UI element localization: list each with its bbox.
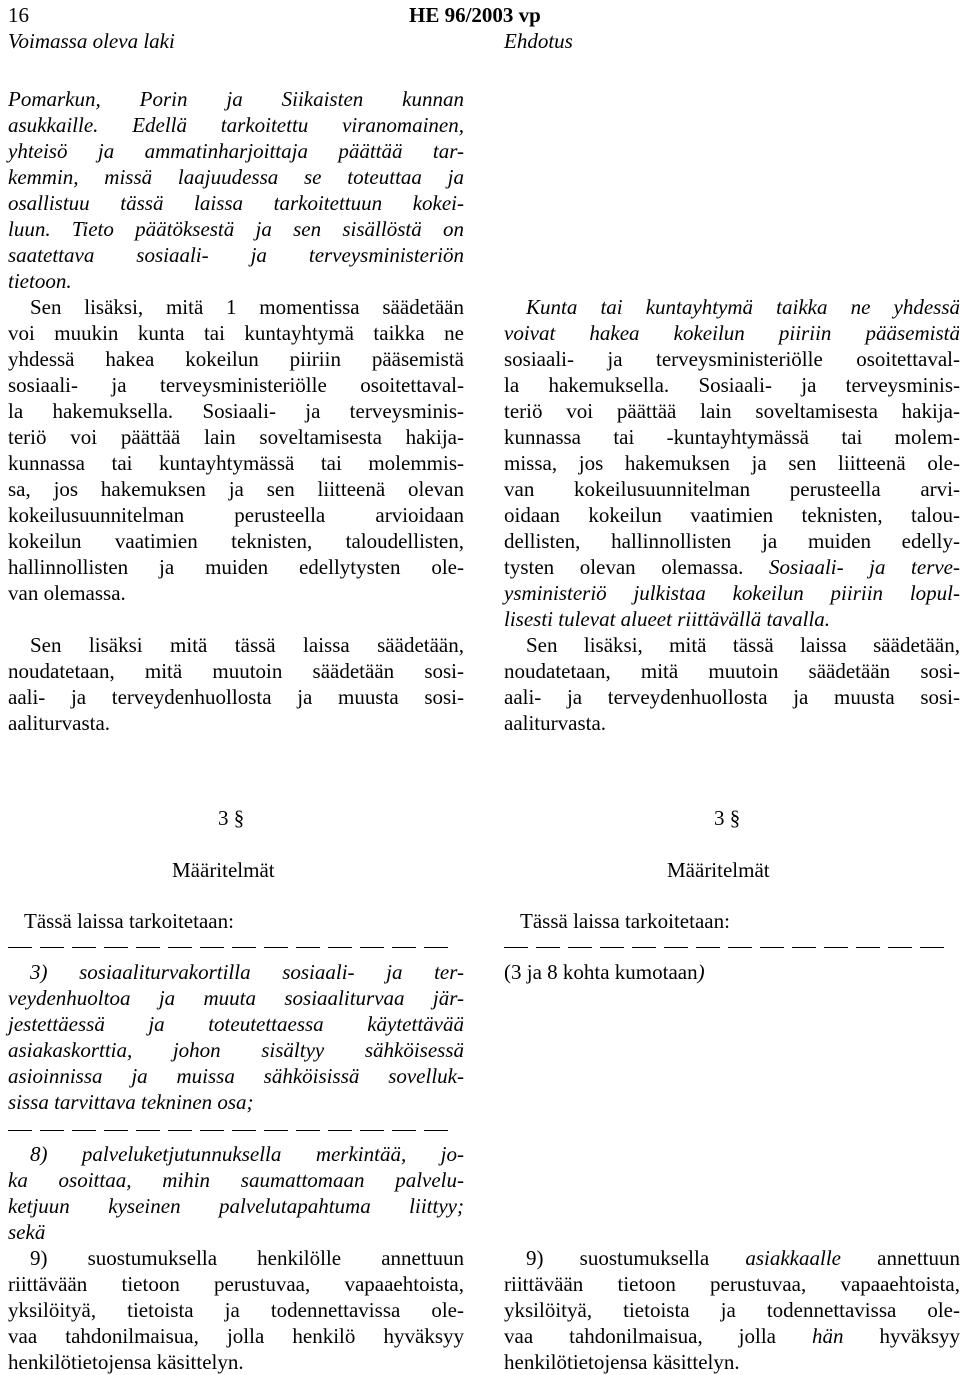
proposal-line: noudatetaan, mitä muutoin säädetään sosi- [504, 659, 960, 683]
item9-right-line4: vaa tahdonilmaisua, jolla hän hyväksyy [504, 1324, 960, 1348]
current-law-line: aaliturvasta. [8, 711, 111, 735]
item9-right-line1: 9) suostumuksella asiakkaalle annettuun [526, 1246, 960, 1270]
omission-line-left-1 [8, 932, 464, 958]
omission-line-left-2 [8, 1115, 464, 1141]
current-law-line: Sen lisäksi, mitä 1 momentissa säädetään [30, 295, 464, 319]
current-law-line: la hakemuksella. Sosiaali- ja terveysminis- [8, 399, 464, 423]
current-law-line: hallinnollisten ja muiden edellytysten ole- [8, 555, 464, 579]
section-number-left: 3 § [218, 806, 245, 830]
current-law-line: sosiaali- ja terveysministeriölle osoitettaval- [8, 373, 464, 397]
repealed-note: (3 ja 8 kohta kumotaan) [504, 960, 705, 984]
current-law-line: kunnassa tai kuntayhtymässä tai molemmis- [8, 451, 464, 475]
current-law-line: kokeilusuunnitelman perusteella arvioidaan [8, 503, 464, 527]
current-law-line: voi muukin kunta tai kuntayhtymä taikka ne [8, 321, 464, 345]
section-intro-right: Tässä laissa tarkoitetaan: [520, 909, 730, 933]
current-law-line: Sen lisäksi mitä tässä laissa säädetään, [30, 633, 464, 657]
current-law-line: kemmin, missä laajuudessa se toteuttaa ja [8, 165, 464, 189]
current-law-line: kokeilun vaatimien teknisten, taloudellisten, [8, 529, 464, 553]
proposal-line: dellisten, hallinnollisten ja muiden edelly- [504, 529, 960, 553]
current-law-line: saatettava sosiaali- ja terveysministeriön [8, 243, 464, 267]
current-law-line: tietoon. [8, 269, 72, 293]
definition-item-9-right: 9) suostumuksella asiakkaalle annettuun riittävään tietoon perustuvaa, vapaaehtoista, yksilöityä, tietoista ja todennettavissa ole- vaa tahdonilmaisua, jolla hän hyväksyy henkilötietojensa käsittelyn. [504, 1246, 960, 1374]
current-law-line: teriö voi päättää lain soveltamisesta hakija- [8, 425, 464, 449]
current-law-text [8, 86, 464, 736]
section-intro-left: Tässä laissa tarkoitetaan: [24, 909, 234, 933]
omission-line-right-1 [504, 932, 960, 958]
document-id: HE 96/2003 vp [409, 3, 541, 27]
current-law-line: yhdessä hakea kokeilun piiriin pääsemistä [8, 347, 464, 371]
proposal-line: aaliturvasta. [504, 711, 607, 735]
current-law-line: luun. Tieto päätöksestä ja sen sisällöstä on [8, 217, 464, 241]
proposal-line: teriö voi päättää lain soveltamisesta hakija- [504, 399, 960, 423]
current-law-line [8, 606, 464, 632]
definition-item-8: 8) palveluketjutunnuksella merkintää, jo- ka osoittaa, mihin saumattomaan palvelu- ketjuun kyseinen palvelutapahtuma liittyy; sekä [8, 1142, 464, 1244]
current-law-line: asukkaille. Edellä tarkoitettu viranomainen, [8, 113, 464, 137]
right-column-title: Ehdotus [504, 29, 573, 53]
proposal-line: tysten olevan olemassa. Sosiaali- ja terve- [504, 555, 960, 579]
current-law-line: sa, jos hakemuksen ja sen liitteenä olevan [8, 477, 464, 501]
proposal-text [504, 294, 960, 736]
current-law-line: aali- ja terveydenhuollosta ja muusta sosi- [8, 685, 464, 709]
proposal-line: voivat hakea kokeilun piiriin pääsemistä [504, 321, 960, 345]
proposal-line: la hakemuksella. Sosiaali- ja terveysminis- [504, 373, 960, 397]
left-column-title: Voimassa oleva laki [8, 29, 175, 53]
proposal-line: kunnassa tai -kuntayhtymässä tai molem- [504, 425, 960, 449]
proposal-line: oidaan kokeilun vaatimien teknisten, talou- [504, 503, 960, 527]
section-heading-left: Määritelmät [172, 858, 275, 882]
proposal-line: Sen lisäksi, mitä tässä laissa säädetään, [526, 633, 960, 657]
current-law-line: Pomarkun, Porin ja Siikaisten kunnan [8, 87, 464, 111]
proposal-line: van kokeilusuunnitelman perusteella arvi- [504, 477, 960, 501]
current-law-line: yhteisö ja ammatinharjoittaja päättää tar- [8, 139, 464, 163]
current-law-line: osallistuu tässä laissa tarkoitettuun kokei- [8, 191, 464, 215]
definition-item-9-left: 9) suostumuksella henkilölle annettuun riittävään tietoon perustuvaa, vapaaehtoista, yksilöityä, tietoista ja todennettavissa ole- vaa tahdonilmaisua, jolla henkilö hyväksyy henkilötietojensa käsittelyn. [8, 1246, 464, 1374]
proposal-line: sosiaali- ja terveysministeriölle osoitettaval- [504, 347, 960, 371]
proposal-line: ysministeriö julkistaa kokeilun piiriin lopul- [504, 581, 960, 605]
section-number-right: 3 § [714, 806, 741, 830]
current-law-line: van olemassa. [8, 581, 126, 605]
definition-item-3: 3) sosiaaliturvakortilla sosiaali- ja ter- veydenhuoltoa ja muuta sosiaaliturvaa jär- jestettäessä ja toteutettaessa käytettävää asiakaskorttia, johon sisältyy sähköisessä asioinnissa ja muissa sähköisissä sovelluk- sissa tarvittava tekninen osa; [8, 960, 464, 1114]
proposal-line: lisesti tulevat alueet riittävällä tavalla. [504, 607, 831, 631]
proposal-line: aali- ja terveydenhuollosta ja muusta sosi- [504, 685, 960, 709]
proposal-line: Kunta tai kuntayhtymä taikka ne yhdessä [526, 295, 960, 319]
proposal-line: missa, jos hakemuksen ja sen liitteenä ole- [504, 451, 960, 475]
section-heading-right: Määritelmät [667, 858, 770, 882]
page-number: 16 [8, 3, 29, 27]
current-law-line: noudatetaan, mitä muutoin säädetään sosi- [8, 659, 464, 683]
